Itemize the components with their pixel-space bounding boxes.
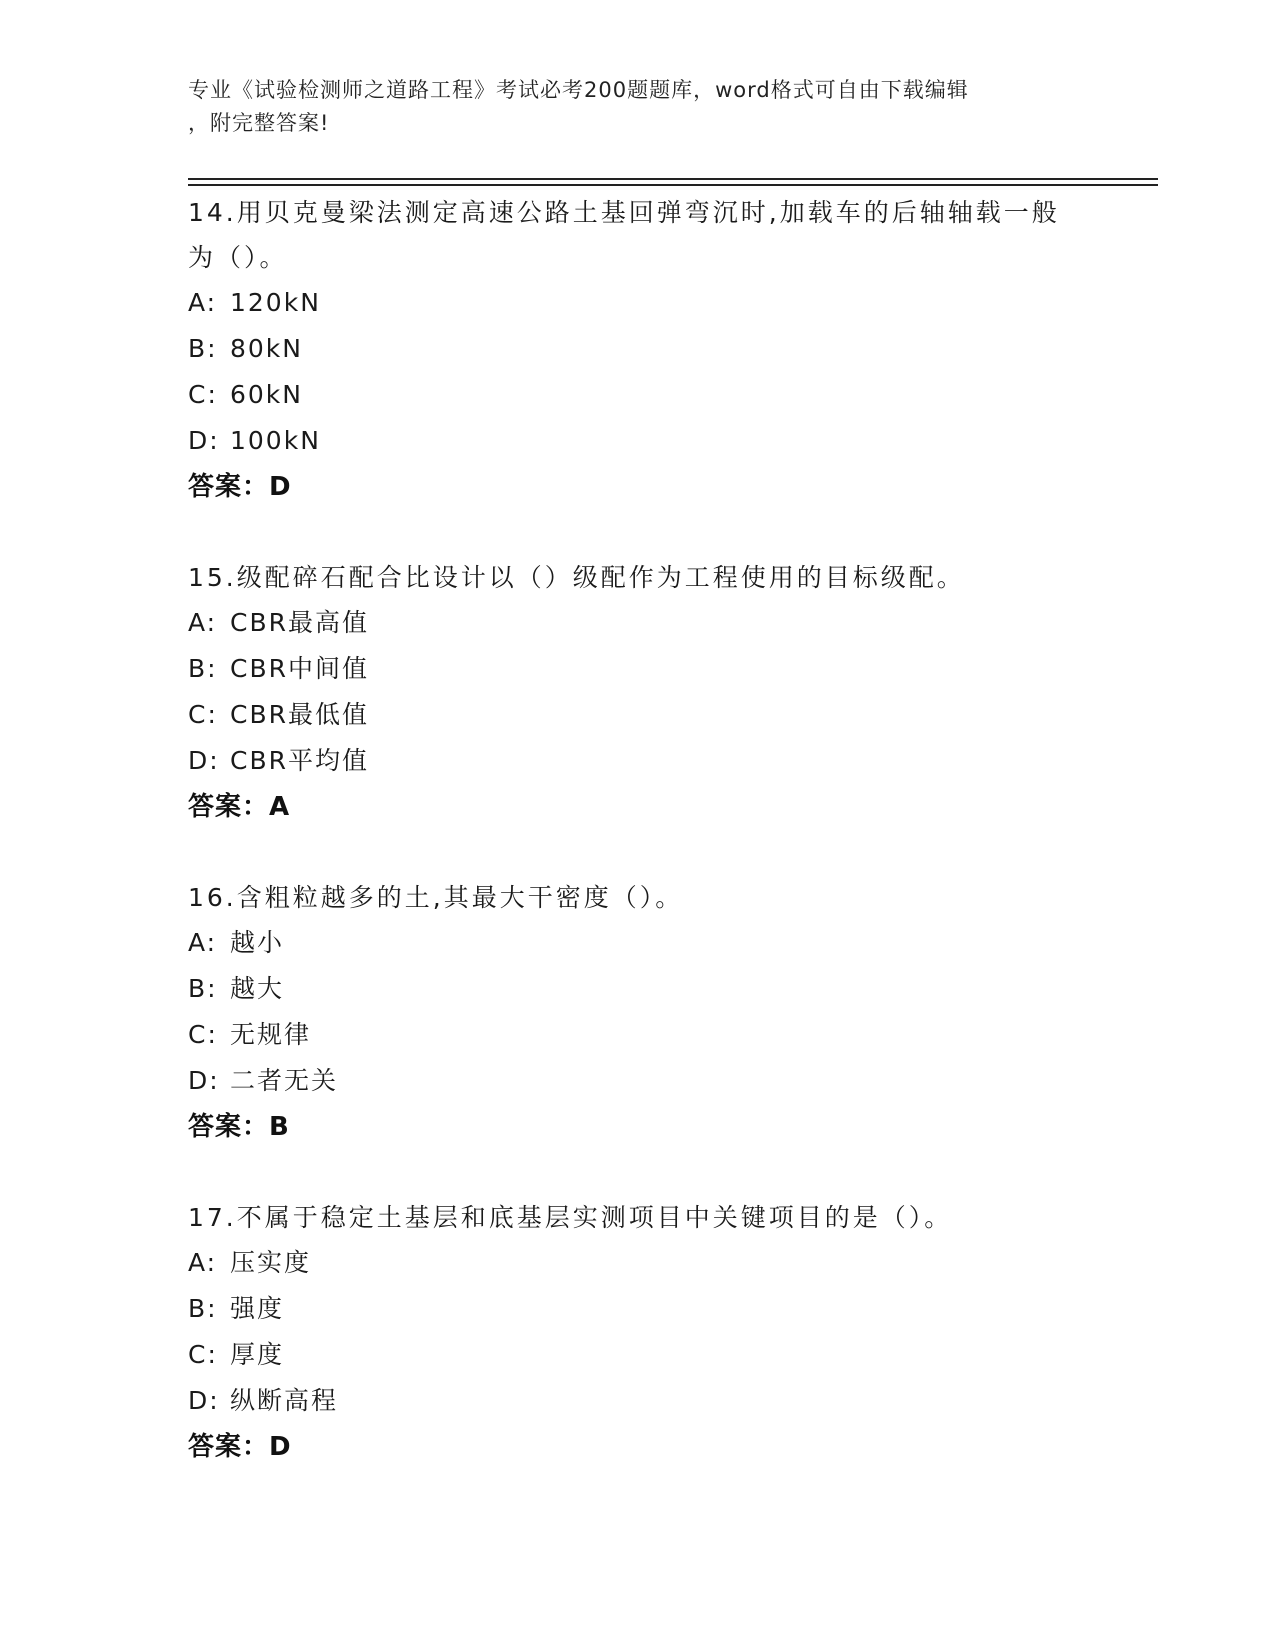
- question-16: [188, 875, 1068, 1150]
- option-c: [188, 372, 1068, 418]
- option-a: [188, 920, 1068, 966]
- option-b: [188, 1286, 1068, 1332]
- option-letter: B:: [188, 1294, 218, 1323]
- option-text: CBR最高值: [230, 608, 369, 637]
- option-letter: A:: [188, 1248, 218, 1277]
- question-17: [188, 1195, 1068, 1470]
- option-letter: B:: [188, 334, 218, 363]
- question-text: 16.含粗粒越多的土,其最大干密度（）。: [188, 883, 684, 912]
- option-d: [188, 738, 1068, 784]
- option-text: 厚度: [230, 1340, 285, 1369]
- option-text: 越小: [230, 928, 285, 957]
- option-text: 强度: [230, 1294, 285, 1323]
- option-d: [188, 418, 1068, 464]
- header-subtitle-line: ，附完整答案!: [188, 111, 330, 135]
- header-divider-top: [188, 178, 1158, 180]
- option-text: CBR中间值: [230, 654, 369, 683]
- question-text: 14.用贝克曼梁法测定高速公路土基回弹弯沉时,加载车的后轴轴载一般为（）。: [188, 198, 1060, 272]
- option-text: 60kN: [230, 380, 303, 409]
- option-c: [188, 1012, 1068, 1058]
- option-d: [188, 1378, 1068, 1424]
- option-a: [188, 600, 1068, 646]
- option-letter: C:: [188, 380, 218, 409]
- answer-line: 答案：D: [188, 1432, 292, 1462]
- option-letter: D:: [188, 1386, 220, 1415]
- header-divider-bottom: [188, 184, 1158, 186]
- option-c: [188, 692, 1068, 738]
- option-letter: C:: [188, 1340, 218, 1369]
- option-text: 120kN: [230, 288, 321, 317]
- option-a: [188, 280, 1068, 326]
- option-b: [188, 326, 1068, 372]
- question-14: [188, 190, 1068, 510]
- option-text: 压实度: [230, 1248, 312, 1277]
- option-text: 无规律: [230, 1020, 312, 1049]
- option-a: [188, 1240, 1068, 1286]
- option-letter: D:: [188, 426, 220, 455]
- option-text: CBR最低值: [230, 700, 369, 729]
- answer-line: 答案：D: [188, 472, 292, 502]
- option-text: 二者无关: [230, 1066, 339, 1095]
- answer-line: 答案：A: [188, 792, 291, 822]
- option-text: CBR平均值: [230, 746, 369, 775]
- question-text: 17.不属于稳定土基层和底基层实测项目中关键项目的是（）。: [188, 1203, 953, 1232]
- question-text: 15.级配碎石配合比设计以（）级配作为工程使用的目标级配。: [188, 563, 965, 592]
- question-15: [188, 555, 1068, 830]
- option-letter: B:: [188, 654, 218, 683]
- option-letter: C:: [188, 700, 218, 729]
- option-c: [188, 1332, 1068, 1378]
- answer-line: 答案：B: [188, 1112, 290, 1142]
- option-letter: C:: [188, 1020, 218, 1049]
- option-text: 80kN: [230, 334, 303, 363]
- option-text: 100kN: [230, 426, 321, 455]
- option-letter: B:: [188, 974, 218, 1003]
- option-letter: A:: [188, 608, 218, 637]
- option-d: [188, 1058, 1068, 1104]
- option-letter: D:: [188, 1066, 220, 1095]
- option-letter: A:: [188, 288, 218, 317]
- option-text: 纵断高程: [230, 1386, 339, 1415]
- document-header: [188, 74, 1068, 140]
- header-title-line: 专业《试验检测师之道路工程》考试必考200题题库，word格式可自由下载编辑: [188, 78, 969, 102]
- option-letter: A:: [188, 928, 218, 957]
- option-b: [188, 966, 1068, 1012]
- option-text: 越大: [230, 974, 285, 1003]
- option-letter: D:: [188, 746, 220, 775]
- option-b: [188, 646, 1068, 692]
